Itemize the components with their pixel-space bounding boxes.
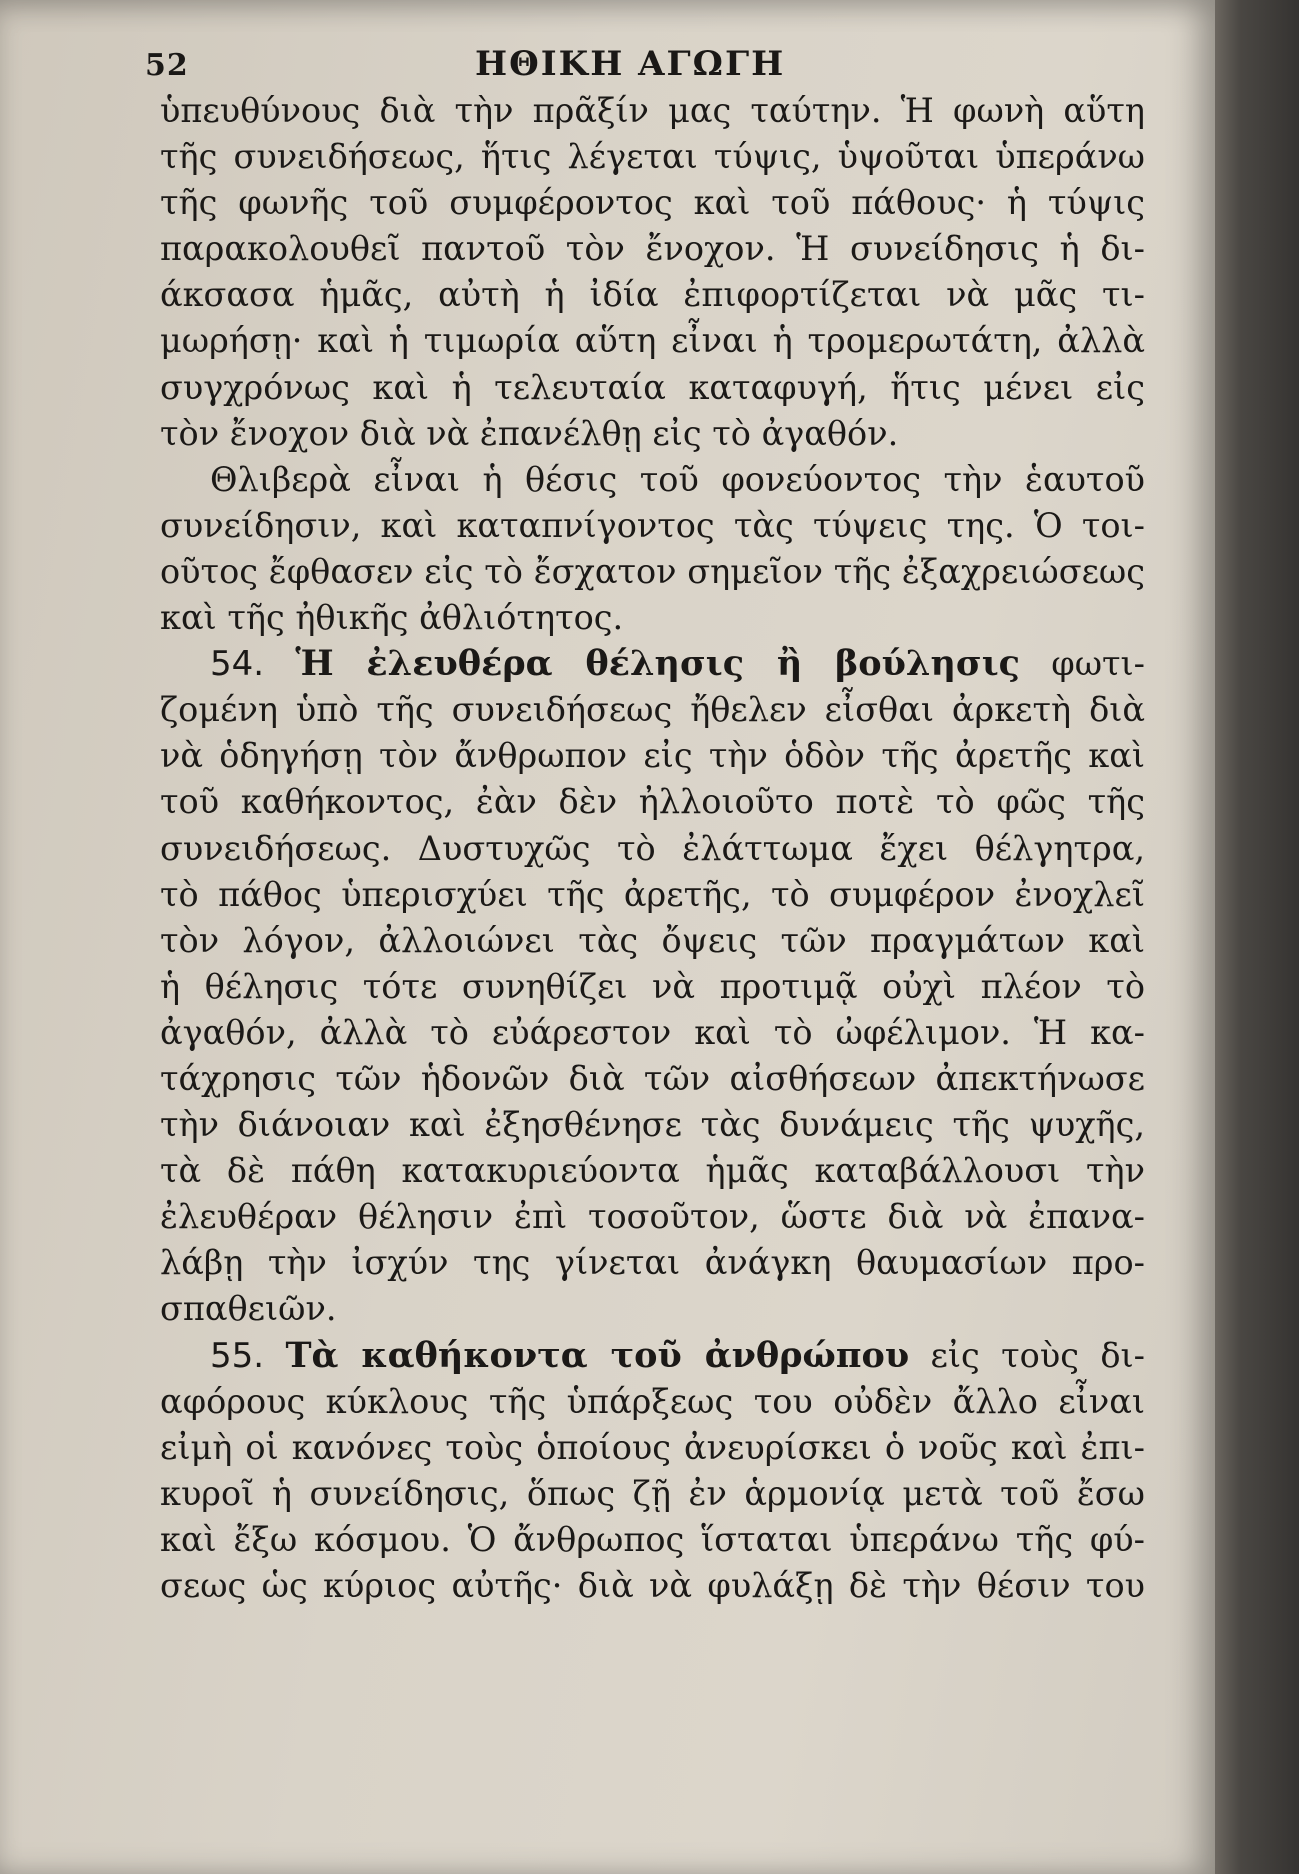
section-55-first-line (160, 1333, 1145, 1379)
text-line: ζομένη ὑπὸ τῆς συνειδήσεως ἤθελεν εἶσθαι ἀρκετὴ διὰ (160, 690, 1145, 730)
section-54-title: Ἡ ἐλευθέρα θέλησις ἢ βούλησις (295, 643, 1020, 685)
text-line: τῆς συνειδήσεως, ἥτις λέγεται τύψις, ὑψοῦται ὑπεράνω (160, 137, 1145, 177)
text-line: νὰ ὁδηγήσῃ τὸν ἄνθρωπον εἰς τὴν ὁδὸν τῆς ἀρετῆς καὶ (160, 736, 1145, 776)
text-line: καὶ τῆς ἠθικῆς ἀθλιότητος. (160, 598, 624, 638)
text-line: καὶ ἔξω κόσμου. Ὁ ἄνθρωπος ἵσταται ὑπεράνω τῆς φύ- (160, 1519, 1145, 1559)
text-line: τὸ πάθος ὑπερισχύει τῆς ἀρετῆς, τὸ συμφέρον ἐνοχλεῖ (160, 874, 1145, 914)
text-line: σπαθειῶν. (160, 1289, 337, 1329)
text-line: μωρήσῃ· καὶ ἡ τιμωρία αὕτη εἶναι ἡ τρομερωτάτη, ἀλλὰ (160, 321, 1145, 361)
text-line: τάχρησις τῶν ἡδονῶν διὰ τῶν αἰσθήσεων ἀπεκτήνωσε (160, 1058, 1145, 1098)
body-text (160, 88, 1145, 1609)
page-edge-shadow (1215, 0, 1299, 1874)
text-line: Θλιβερὰ εἶναι ἡ θέσις τοῦ φονεύοντος τὴν ἑαυτοῦ (210, 459, 1145, 499)
text-line: σεως ὡς κύριος αὐτῆς· διὰ νὰ φυλάξῃ δὲ τὴν θέσιν του (160, 1566, 1145, 1605)
text-line: συνείδησιν, καὶ καταπνίγοντος τὰς τύψεις της. Ὁ τοι- (160, 505, 1145, 545)
text-line: τὴν διάνοιαν καὶ ἐξησθένησε τὰς δυνάμεις τῆς ψυχῆς, (160, 1105, 1145, 1145)
text-line: κυροῖ ἡ συνείδησις, ὅπως ζῇ ἐν ἁρμονίᾳ μετὰ τοῦ ἔσω (160, 1473, 1145, 1513)
text-line: τῆς φωνῆς τοῦ συμφέροντος καὶ τοῦ πάθους· ἡ τύψις (160, 183, 1145, 223)
section-55-number: 55. (210, 1335, 265, 1376)
text-line: άκσασα ἡμᾶς, αὐτὴ ἡ ἰδία ἐπιφορτίζεται νὰ μᾶς τι- (160, 275, 1145, 315)
text-line: ὑπευθύνους διὰ τὴν πρᾶξίν μας ταύτην. Ἡ φωνὴ αὕτη (160, 91, 1145, 130)
text-line: τὸν ἔνοχον διὰ νὰ ἐπανέλθῃ εἰς τὸ ἀγαθόν. (160, 413, 899, 453)
text-line: τὸν λόγον, ἀλλοιώνει τὰς ὄψεις τῶν πραγμάτων καὶ (160, 920, 1145, 960)
text-line: συνειδήσεως. Δυστυχῶς τὸ ἐλάττωμα ἔχει θέλγητρα, (160, 828, 1145, 868)
text-line: λάβῃ τὴν ἰσχύν της γίνεται ἀνάγκη θαυμασίων προ- (160, 1243, 1145, 1283)
text-line: παρακολουθεῖ παντοῦ τὸν ἔνοχον. Ἡ συνείδησις ἡ δι- (160, 229, 1145, 269)
text-line: τὰ δὲ πάθη κατακυριεύοντα ἡμᾶς καταβάλλουσι τὴν (160, 1151, 1145, 1191)
text-line: οῦτος ἔφθασεν εἰς τὸ ἔσχατον σημεῖον τῆς ἐξαχρειώσεως (160, 551, 1145, 591)
section-54-first-line (160, 641, 1145, 687)
page-header (145, 42, 1145, 88)
text-line-fragment: εἰς τοὺς δι- (930, 1335, 1145, 1375)
section-54-number: 54. (210, 644, 265, 685)
running-title: ΗΘΙΚΗ ΑΓΩΓΗ (475, 44, 786, 84)
page-number: 52 (145, 48, 189, 83)
text-line: ἡ θέλησις τότε συνηθίζει νὰ προτιμᾷ οὐχὶ πλέον τὸ (160, 966, 1145, 1006)
text-line: τοῦ καθήκοντος, ἐὰν δὲν ἠλλοιοῦτο ποτὲ τὸ φῶς τῆς (160, 782, 1145, 822)
text-line: ἀγαθόν, ἀλλὰ τὸ εὐάρεστον καὶ τὸ ὠφέλιμον. Ἡ κα- (160, 1012, 1145, 1052)
text-line: ἐλευθέραν θέλησιν ἐπὶ τοσοῦτον, ὥστε διὰ νὰ ἐπανα- (160, 1197, 1145, 1237)
text-line: συγχρόνως καὶ ἡ τελευταία καταφυγή, ἥτις μένει εἰς (160, 367, 1145, 407)
text-line: εἰμὴ οἱ κανόνες τοὺς ὁποίους ἀνευρίσκει ὁ νοῦς καὶ ἐπι- (160, 1427, 1145, 1467)
section-55-title: Τὰ καθήκοντα τοῦ ἀνθρώπου (285, 1334, 910, 1376)
text-line-fragment: φωτι- (1051, 644, 1145, 684)
text-line: αφόρους κύκλους τῆς ὑπάρξεως του οὐδὲν ἄλλο εἶναι (160, 1381, 1145, 1421)
